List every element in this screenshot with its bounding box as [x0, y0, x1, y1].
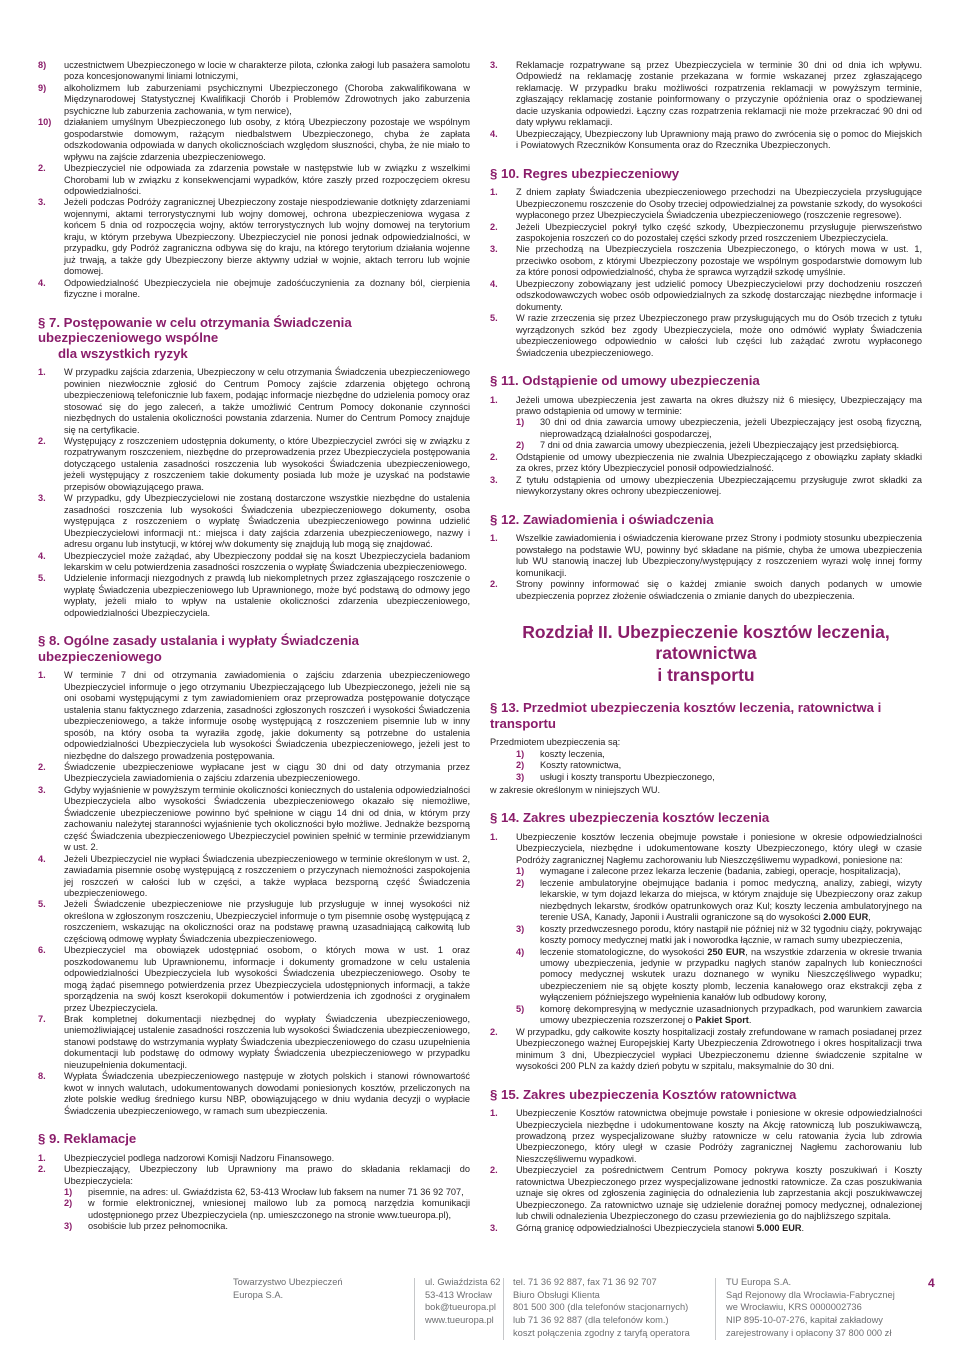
list-item: [490, 866, 922, 877]
item-text: Występujący z roszczeniem udostępnia dokumenty, o które Ubezpieczyciel zwróci się w związku z rozpatrywanym roszczeniem, niezbędne do przeprowadzenia przez Ubezpieczyciela postępowania dotyczącego ustalenia zasadności roszczenia lub wysokości Świadczenia ubezpieczeniowego, jeżeli występujący z roszczeniem takie dokumenty posiada lub może je uzyskać na podstawie przepisów obowiązującego prawa.: [64, 435, 470, 492]
item-text: Ubezpieczenie kosztów leczenia obejmuje powstałe i poniesione w okresie odpowiedzialności Ubezpieczyciela, niezbędne i udokumentowane koszty Ubezpieczonego, który uległ w czasie Podróży zagranicznej Nagłemu zachorowaniu lub Nieszczęśliwemu wypadkowi, poniesione na:: [516, 831, 922, 865]
item-number: 1.: [490, 533, 498, 544]
item-text: Wypłata Świadczenia ubezpieczeniowego następuje w złotych polskich i stanowi równowartość kwot w innych walutach, udokumentowanych dowodami poniesionych kosztów, przeliczonych na złote polskie według średniego kursu NBP, obowiązującego w dniu wydania decyzji o wypłacie Świadczenia ubezpieczeniowego, w ramach sum ubezpieczenia.: [64, 1071, 470, 1116]
item-number: 4.: [38, 550, 46, 561]
item-number: 3.: [38, 197, 46, 208]
footer-company: [233, 1276, 343, 1301]
section-heading-line: § 10. Regres ubezpieczeniowy: [490, 165, 680, 181]
footer-line: Biuro Obsługi Klienta: [513, 1289, 600, 1300]
section-heading-line: § 7. Postępowanie w celu otrzymania Świadczenia ubezpieczeniowego wspólne: [38, 314, 352, 346]
chapter-heading-line: Rozdział II. Ubezpieczenie kosztów leczenia, ratownictwa: [522, 621, 890, 664]
item-text: W terminie 7 dni od otrzymania zawiadomienia o zajściu zdarzenia ubezpieczeniowego Ubezpieczyciel informuje o jego otrzymaniu Ubezpieczającego lub Ubezpieczonego, jeżeli nie są oni osobami występującymi z tym zawiadomieniem oraz przeprowadza postępowanie dotyczące ustalenia stanu faktycznego zdarzenia, zasadności zgłoszonych roszczeń i wysokości Świadczenia ubezpieczeniowego, a także informuje osobę występującą z roszczeniem pisemnie lub w inny sposób, na który osoba ta wyraziła zgodę, jakie dokumenty są potrzebne do ustalenia odpowiedzialności Ubezpieczyciela lub wysokości Świadczenia ubezpieczeniowego, jeżeli jest to niezbędne do dalszego prowadzenia postępowania.: [64, 670, 470, 761]
list-item: [490, 452, 922, 475]
item-text: wymagane i zalecone przez lekarza leczenie (badania, zabiegi, operacje, hospitalizacja),: [540, 866, 901, 877]
item-text: alkoholizmem lub zaburzeniami psychicznymi Ubezpieczonego (Choroba zakwalifikowana w Międzynarodowej Statystycznej Kwalifikacji Chorób i Problemów Zdrowotnych jako zaburzenia psychiczne lub zaburzenia zachowania, w tym nerwice),: [64, 82, 470, 116]
item-text: Jeżeli Ubezpieczyciel pokrył tylko część szkody, Ubezpieczonemu przysługuje pierwszeństwo zaspokojenia roszczeń co do pozostałej części szkody przed roszczeniem Ubezpieczyciela.: [516, 221, 922, 244]
list-item: [38, 670, 470, 762]
footer-line: 53-413 Wrocław: [425, 1289, 493, 1300]
list-item: [38, 1221, 470, 1232]
item-text: 30 dni od dnia zawarcia umowy ubezpieczenia, jeżeli Ubezpieczający jest osobą fizyczną, nieprowadzącą działalności gospodarczej,: [540, 417, 922, 439]
section-heading-line: § 11. Odstąpienie od umowy ubezpieczenia: [490, 373, 760, 388]
item-number: 5.: [38, 573, 46, 584]
item-text: Gdyby wyjaśnienie w powyższym terminie okoliczności koniecznych do ustalenia odpowiedzialności Ubezpieczyciela albo wysokości Świadczenia ubezpieczeniowego okazało się niemożliwe, Świadczenie ubezpieczeniowe powinno być spełnione w ciągu 14 dni od dnia, w którym przy zachowaniu należytej staranności wyjaśnienie tych okoliczności było możliwe. Jednakże bezsporną część Świadczenia ubezpieczeniowego Ubezpieczyciel powinien spełnić w terminie przewidzianym w ust. 2.: [64, 784, 470, 853]
item-text: Jeżeli podczas Podróży zagranicznej Ubezpieczony zostaje niespodziewanie dotknięty zdarzeniami wojennymi, aktami terrorystycznymi lub wojny domowej, ochrona ubezpieczeniowa wygasa z końcem 5 dnia od rozpoczęcia wojny, aktów terrorystycznych lub wojny domowej na terytorium kraju, w którym przebywa Ubezpieczony. Ubezpieczyciel nie ponosi jednak odpowiedzialności, w przypadku, gdy Podróż zagraniczna odbywa się do kraju, na którego terytorium działania wojenne już trwają, a także gdy Ubezpieczony bierze aktywny udział w wojnie, aktach terroru lub wojnie domowej.: [64, 197, 470, 277]
item-number: 2.: [38, 163, 46, 174]
item-text: W przypadku, gdy Ubezpieczycielowi nie zostaną dostarczone wszystkie niezbędne do ustalenia zasadności roszczenia lub wysokości Świadczenia ubezpieczeniowego dokumenty, osoba występująca z roszczeniem o wypłatę Świadczenia ubezpieczeniowego powinna udzielić Ubezpieczycielowi informacji nt.: miejsca i daty zajścia zdarzenia ubezpieczeniowego, nazwy i adresu organu lub instytucji, w której w/w dokumenty się znajdują lub mogą się znajdować.: [64, 493, 470, 550]
item-number: 2): [516, 760, 525, 771]
footer-line: lub 71 36 92 887 (dla telefonów kom.): [513, 1314, 669, 1325]
list-item: [38, 278, 470, 301]
item-number: 4.: [38, 853, 46, 864]
item-number: 2.: [38, 435, 46, 446]
list-item: [490, 1108, 922, 1165]
paragraph: Przedmiotem ubezpieczenia są:: [490, 737, 621, 748]
item-number: 1.: [490, 187, 498, 198]
item-number: 5.: [490, 313, 498, 324]
item-text: Jeżeli Świadczenie ubezpieczeniowe nie przysługuje lub przysługuje w innej wysokości niż określona w zgłoszonym roszczeniu, Ubezpieczyciel informuje o tym pisemnie osobę występującą z roszczeniem, wskazując na okoliczności oraz na podstawę prawną uzasadniającą całkowitą lub częściową odmowę wypłaty Świadczenia ubezpieczeniowego.: [64, 899, 470, 944]
item-text: Świadczenie ubezpieczeniowe wypłacane jest w ciągu 30 dni od daty otrzymania przez Ubezpieczyciela zawiadomienia o zajściu zdarzenia ubezpieczeniowego.: [64, 762, 470, 784]
footer-line: zarejestrowany i opłacony 37 800 000 zł: [726, 1327, 892, 1338]
item-text: Udzielenie informacji niezgodnych z prawdą lub niekompletnych przez zgłaszającego roszczenie o wypłatę Świadczenia ubezpieczeniowego lub Uprawnionego, może być podstawą do odmowy jego wypłaty, jeżeli miało to wpływ na ustalenie okoliczności zdarzenia ubezpieczeniowego, odpowiedzialności Ubezpieczyciela.: [64, 573, 470, 618]
list-item: [38, 493, 470, 550]
item-text: Jeżeli Ubezpieczyciel nie wypłaci Świadczenia ubezpieczeniowego w terminie określonym w ust. 2, zawiadamia pisemnie osobę występującą z roszczeniem o przyczynach niemożności zaspokojenia jej roszczeń w całości lub w części, a także wypłaca bezsporną część Świadczenia ubezpieczeniowego.: [64, 853, 470, 898]
item-text: Ubezpieczający, Ubezpieczony lub Uprawniony mają prawo do zwrócenia się o pomoc do Miejskich i Powiatowych Rzeczników Konsumenta oraz do Rzecznika Ubezpieczonych.: [516, 128, 922, 151]
footer-line: Towarzystwo Ubezpieczeń: [233, 1277, 343, 1287]
footer-line: we Wrocławiu, KRS 0000002736: [726, 1302, 862, 1313]
item-number: 3.: [38, 493, 46, 504]
list-item: [490, 1027, 922, 1073]
item-text: uczestnictwem Ubezpieczonego w locie w charakterze pilota, członka załogi lub pasażera samolotu poza koncesjonowanymi liniami lotniczymi,: [64, 60, 470, 82]
footer-line: Europa S.A.: [233, 1289, 284, 1300]
section-heading: [38, 1131, 470, 1147]
item-text: usługi i koszty transportu Ubezpieczonego,: [540, 771, 715, 782]
item-number: 7.: [38, 1013, 46, 1024]
item-text: Z tytułu odstąpienia od umowy ubezpieczenia Ubezpieczającemu przysługuje zwrot składki za niewykorzystany okres ochrony ubezpieczeniowej.: [516, 474, 922, 497]
item-number: 3.: [490, 60, 498, 70]
list-item: [490, 533, 922, 579]
list-item: [490, 772, 922, 783]
list-item: [38, 60, 470, 83]
section-heading-line: dla wszystkich ryzyk: [58, 345, 188, 361]
footer-line: NIP 895-10-07-276, kapitał zakładowy: [726, 1314, 883, 1325]
footer-line: Sąd Rejonowy dla Wrocławia-Fabrycznej: [726, 1289, 895, 1300]
item-text: Ubezpieczyciel za pośrednictwem Centrum Pomocy pokrywa koszty poszukiwań i Koszty ratownictwa Ubezpieczonego przez wyspecjalizowane jednostki ratownicze. Za czas poszukiwania uznaje się okres od zgłoszenia zaginięcia do odnalezienia lub zaprzestania akcji poszukiwawczej Ubezpieczonego. Za ratownictwo uznaje się udzielenie doraźnej pomocy medycznej, odnalezionej lub chwili odnalezienia Ubezpieczonego do czasu przewiezienia go do najbliższego szpitala.: [516, 1165, 922, 1222]
item-number: 1): [64, 1186, 73, 1197]
item-number: 3.: [490, 1222, 498, 1233]
footer-divider: [715, 1278, 716, 1340]
page-number: 4: [928, 1276, 935, 1290]
item-number: 2.: [38, 762, 46, 772]
item-number: 1.: [490, 1108, 498, 1119]
list-item: [490, 1004, 922, 1027]
chapter-heading-line: i transportu: [657, 664, 755, 685]
item-number: 2.: [490, 221, 498, 232]
footer-line: tel. 71 36 92 887, fax 71 36 92 707: [513, 1277, 657, 1287]
item-text: Ubezpieczyciel może zażądać, aby Ubezpieczony poddał się na koszt Ubezpieczyciela badaniom lekarskim w celu potwierdzenia zasadności roszczenia o wypłatę Świadczenia ubezpieczeniowego.: [64, 550, 470, 572]
item-text: Ubezpieczyciel nie odpowiada za zdarzenia powstałe w następstwie lub w związku z wszelkimi Chorobami lub w związku z konsekwencjami wypadków, które zaszły przed rozpoczęciem okresu odpowiedzialności.: [64, 163, 470, 196]
section-heading: [490, 373, 922, 389]
list-item: [490, 878, 922, 924]
item-text: pisemnie, na adres: ul. Gwiaździsta 62, 53-413 Wrocław lub faksem na numer 71 36 92 707,: [88, 1186, 464, 1197]
item-text: Koszty ratownictwa,: [540, 760, 622, 771]
item-text: Wszelkie zawiadomienia i oświadczenia kierowane przez Strony i podmioty stosunku ubezpieczenia powstałego na podstawie WU, powinny być składane na piśmie, chyba że umowa ubezpieczenia lub WU stanowią inaczej lub Ubezpieczony/występujący z roszczeniem wyrazi wolę innej formy komunikacji.: [516, 533, 922, 578]
footer-address: [425, 1276, 500, 1327]
list-item: [38, 436, 470, 493]
item-number: 1): [516, 866, 525, 877]
list-item: [490, 60, 922, 129]
section-heading-line: § 12. Zawiadomienia i oświadczenia: [490, 511, 714, 527]
section-heading-line: § 8. Ogólne zasady ustalania i wypłaty Świadczenia ubezpieczeniowego: [38, 633, 360, 664]
item-number: 3): [516, 771, 525, 782]
section-heading: [38, 633, 470, 664]
footer-divider: [503, 1278, 504, 1340]
chapter-heading: [490, 622, 922, 686]
list-item: [490, 440, 922, 451]
list-item: [38, 899, 470, 945]
list-item: [490, 279, 922, 313]
item-number: 1): [516, 417, 525, 428]
item-text: w formie elektronicznej, wniesionej mailowo lub za pomocą narzędzia komunikacji udostępnionego przez Ubezpieczyciela (np. umieszczonego na stronie www.tueuropa.pl),: [88, 1198, 470, 1220]
section-heading: [490, 810, 922, 826]
list-item: [490, 947, 922, 1004]
item-text: Ubezpieczyciel ma obowiązek udostępniać osobom, o których mowa w ust. 1 oraz poszkodowanemu lub Uprawnionemu, informacje i dokumenty gromadzone w celu ustalenia odpowiedzialności Ubezpieczyciela lub wysokości Świadczenia ubezpieczeniowego. Osoby te mogą żądać pisemnego potwierdzenia przez Ubezpieczyciela udostępnionych informacji, a także sporządzenia na swój koszt kserokopii dokumentów i potwierdzenia ich zgodności z oryginałem przez Ubezpieczyciela.: [64, 945, 470, 1013]
item-text: Nie przechodzą na Ubezpieczyciela roszczenia Ubezpieczonego, o których mowa w ust. 1, przeciwko osobom, z którymi Ubezpieczony pozostaje we wspólnym gospodarstwie domowym lub za które ponosi odpowiedzialność, chyba że sprawca wyrządził szkodę umyślnie.: [516, 244, 922, 278]
list-item: [490, 187, 922, 221]
section-heading: [38, 315, 470, 362]
list-item: [38, 367, 470, 436]
list-item: [38, 573, 470, 619]
section-heading: [490, 166, 922, 182]
item-text: Z dniem zapłaty Świadczenia ubezpieczeniowego przechodzi na Ubezpieczyciela przysługujące Ubezpieczonemu roszczenie do Osoby trzeciej odpowiedzialnej za powstanie szkody, do wysokości wypłaconego przez Ubezpieczyciela Świadczenia ubezpieczeniowego (roszczenie regresowe).: [516, 187, 922, 221]
list-item: [38, 785, 470, 854]
list-item: [490, 579, 922, 602]
list-item: [490, 832, 922, 866]
item-text: Ubezpieczyciel podlega nadzorowi Komisji Nadzoru Finansowego.: [64, 1152, 335, 1163]
item-number: 5): [516, 1003, 525, 1014]
item-number: 1.: [490, 394, 498, 405]
footer-registry: [726, 1276, 895, 1339]
item-text: 7 dni od dnia zawarcia umowy ubezpieczenia, jeżeli Ubezpieczający jest przedsiębiorcą.: [540, 440, 900, 451]
section-heading-line: § 14. Zakres ubezpieczenia kosztów leczenia: [490, 810, 770, 826]
list-item: [38, 1187, 470, 1198]
item-number: 3): [64, 1221, 73, 1232]
item-text: komorę dekompresyjną w medycznie uzasadnionych przypadkach, pod warunkiem zawarcia umowy ubezpieczenia rozszerzonej o Pakiet Sport.: [540, 1003, 922, 1026]
list-item: [490, 475, 922, 498]
list-item: [38, 117, 470, 163]
item-number: 4.: [490, 278, 498, 289]
list-item: [38, 945, 470, 1014]
item-number: 2.: [490, 1165, 498, 1176]
item-text: Górną granicę odpowiedzialności Ubezpieczyciela stanowi 5.000 EUR.: [516, 1222, 805, 1233]
list-item: [38, 1071, 470, 1117]
item-number: 9): [38, 82, 47, 93]
footer-line: koszt połączenia zgodny z taryfą operatora: [513, 1327, 690, 1338]
item-number: 6.: [38, 945, 46, 956]
item-number: 3.: [490, 244, 498, 255]
item-text: osobiście lub przez pełnomocnika.: [88, 1221, 228, 1232]
list-item: [490, 749, 922, 760]
item-text: Ubezpieczony zobowiązany jest udzielić pomocy Ubezpieczycielowi przy dochodzeniu roszczeń odszkodowawczych wobec osób odpowiedzialnych za szkodę dostarczając niezbędne informacje i dokumenty.: [516, 278, 922, 312]
item-text: Strony powinny informować się o każdej zmianie swoich danych podanych w umowie ubezpieczenia poprzez złożenie oświadczenia o zmianie danych do ubezpieczenia.: [516, 579, 922, 601]
list-item: [490, 1223, 922, 1234]
footer-line: bok@tueuropa.pl: [425, 1302, 496, 1313]
item-text: Odstąpienie od umowy ubezpieczenia nie zwalnia Ubezpieczającego z obowiązku zapłaty składki za okres, przez który Ubezpieczyciel ponosił odpowiedzialność.: [516, 451, 922, 474]
item-number: 2.: [38, 1164, 46, 1175]
item-number: 1.: [38, 670, 46, 681]
item-number: 1): [516, 748, 525, 759]
list-item: [38, 1164, 470, 1187]
item-number: 3): [516, 923, 525, 934]
item-number: 4): [516, 946, 525, 957]
item-text: W razie zrzeczenia się przez Ubezpieczonego praw przysługujących mu do Osób trzecich z tytułu wyrządzonych szkód bez zgody Ubezpieczyciela, może ono odmówić wypłaty Świadczenia ubezpieczeniowego odpowiednio w całości lub części lub zażądać zwrotu wypłaconego Świadczenia ubezpieczeniowego.: [516, 313, 922, 358]
list-item: [490, 760, 922, 771]
item-number: 2.: [490, 579, 498, 590]
section-heading: [490, 700, 922, 731]
paragraph: w zakresie określonym w niniejszych WU.: [490, 784, 661, 795]
footer-contact: [513, 1276, 690, 1339]
list-item: [38, 854, 470, 900]
list-item: [38, 1014, 470, 1071]
footer-line: ul. Gwiaździsta 62: [425, 1277, 501, 1287]
section-heading: [490, 512, 922, 528]
item-number: 2.: [490, 1026, 498, 1037]
section-heading: [490, 1087, 922, 1103]
item-number: 8.: [38, 1071, 46, 1082]
list-item: [490, 1165, 922, 1222]
item-number: 2): [516, 877, 525, 888]
list-item: [38, 83, 470, 117]
item-number: 2): [64, 1198, 73, 1209]
item-text: Ubezpieczenie Kosztów ratownictwa obejmuje powstałe i poniesione w okresie odpowiedzialności Ubezpieczyciela niezbędne i udokumentowane koszty na Akcję ratowniczą lub poszukiwawczą, prowadzoną przez wyspecjalizowane służby ratownicze w celu ratowania życia lub zdrowia Ubezpieczonego, który uległ w czasie Podróży zagranicznej Nagłemu zachorowaniu lub Nieszczęśliwemu wypadkowi.: [516, 1108, 922, 1164]
list-item: [38, 551, 470, 574]
item-number: 3.: [38, 784, 46, 795]
list-item: [38, 1198, 470, 1221]
item-number: 1.: [490, 831, 498, 842]
footer-divider: [414, 1278, 415, 1340]
list-item: [38, 163, 470, 197]
item-text: W przypadku zajścia zdarzenia, Ubezpieczony w celu otrzymania Świadczenia ubezpieczeniowego powinien niezwłocznie zgłosić do Centrum Pomocy zajście zdarzenia objętego ochroną ubezpieczeniową telefonicznie lub faxem, podając informacje niezbędne do udzielenia pomocy oraz stosować się do jego zaleceń, a także umożliwić Centrum Pomocy dokonanie czynności niezbędnych do ustalenia okoliczności powstania zdarzenia. Numer do Centrum Pomocy znajduje się na certyfikacie.: [64, 367, 470, 435]
item-text: leczenie ambulatoryjne obejmujące badania i pomoc medyczną, analizy, zabiegi, wizyty lekarskie, w tym dojazd lekarza do miejsca, w którym znajduje się Ubezpieczony oraz zakup niezbędnych lekarstw, środków opatrunkowych oraz Kul; koszty leczenia ambulatoryjnego na terenie USA, Kanady, Japonii i Australii ograniczone są do wysokości 2.000 EUR,: [540, 877, 922, 923]
footer-line: www.tueuropa.pl: [425, 1314, 494, 1325]
section-heading-line: § 9. Reklamacje: [38, 1131, 137, 1147]
list-item: [490, 417, 922, 440]
item-number: 5.: [38, 899, 46, 910]
item-number: 8): [38, 60, 47, 70]
list-item: [490, 222, 922, 245]
list-item: [38, 762, 470, 785]
item-text: działaniem umyślnym Ubezpieczonego lub osoby, z którą Ubezpieczony pozostaje we wspólnym gospodarstwie domowym, rażącym niedbalstwem Ubezpieczonego, chyba że zapłata odszkodowania odpowiada w danych okolicznościach względom słuszności, chyba, że nie miało to wpływu na zajście zdarzenia ubezpieczeniowego.: [64, 117, 470, 162]
list-item: [490, 395, 922, 418]
item-text: Reklamacje rozpatrywane są przez Ubezpieczyciela w terminie 30 dni od dnia ich wpływu. Odpowiedź na reklamację zostanie przekazana w formie wskazanej przez zgłaszającego reklamację. W przypadku braku możliwości rozpatrzenia reklamacji w powyższym terminie, zgłaszający reklamację zostanie poinformowany o przyczynie opóźnienia oraz o spodziewanej dacie uzyskania odpowiedzi. Łączny czas rozpatrzenia reklamacji nie może przekraczać 90 dni od daty wpływu reklamacji.: [516, 60, 922, 128]
footer-line: TU Europa S.A.: [726, 1277, 792, 1287]
list-item: [490, 313, 922, 359]
item-number: 4.: [38, 277, 46, 288]
item-number: 1.: [38, 367, 46, 378]
item-text: koszty leczenia,: [540, 748, 605, 759]
item-text: Odpowiedzialność Ubezpieczyciela nie obejmuje zadośćuczynienia za doznany ból, cierpienia fizyczne i moralne.: [64, 277, 470, 300]
list-item: [38, 197, 470, 277]
section-heading-line: § 13. Przedmiot ubezpieczenia kosztów leczenia, ratownictwa i transportu: [490, 699, 882, 731]
footer-line: 801 500 300 (dla telefonów stacjonarnych): [513, 1302, 689, 1313]
item-number: 4.: [490, 128, 498, 139]
item-text: Ubezpieczający, Ubezpieczony lub Uprawniony ma prawo do składania reklamacji do Ubezpieczyciela:: [64, 1164, 470, 1186]
left-column: [38, 60, 470, 1233]
item-text: koszty przedwczesnego porodu, który nastąpił nie później niż w 32 tygodniu ciąży, pokrywając koszty pomocy medycznej matki jak i noworodka łącznie, w ramach sumy ubezpieczenia,: [540, 923, 922, 946]
item-text: Jeżeli umowa ubezpieczenia jest zawarta na okres dłuższy niż 6 miesięcy, Ubezpieczający ma prawo odstąpienia od umowy w terminie:: [516, 394, 922, 417]
item-number: 2.: [490, 451, 498, 462]
right-column: [490, 60, 922, 1234]
list-item: [490, 924, 922, 947]
item-text: Brak kompletnej dokumentacji niezbędnej do wypłaty Świadczenia ubezpieczeniowego, uniemożliwiającej ustalenie zasadności roszczenia lub wysokości Świadczenia ubezpieczeniowego, stanowi podstawę do wstrzymania wypłaty Świadczenia ubezpieczeniowego do czasu uzupełnienia dokumentacji lub podstawę do odmowy wypłaty Świadczenia ubezpieczeniowego w przypadku nieuzupełnienia dokumentacji.: [64, 1013, 470, 1070]
section-heading-line: § 15. Zakres ubezpieczenia Kosztów ratownictwa: [490, 1086, 797, 1102]
item-number: 10): [38, 117, 52, 128]
list-item: [490, 129, 922, 152]
list-item: [490, 244, 922, 278]
item-number: 3.: [490, 474, 498, 485]
item-text: leczenie stomatologiczne, do wysokości 250 EUR, na wszystkie zdarzenia w okresie trwania umowy ubezpieczenia, jedynie w przypadku nagłych stanów zapalnych lub konieczności pomocy medycznej wskutek urazu doznanego w wyniku Nieszczęśliwego wypadku; ubezpieczeniem nie są objęte koszty plomb, leczenia kanałowego oraz ekstrakcji zęba z wyłączeniem późniejszego wypełnienia kanałów lub odbudowy korony,: [540, 946, 922, 1003]
list-item: [38, 1153, 470, 1164]
item-text: W przypadku, gdy całkowite koszty hospitalizacji zostały zrefundowane w ramach posiadanej przez Ubezpieczonego ważnej Europejskiej Karty Ubezpieczenia Zdrowotnego i okres hospitalizacji trwa minimum 3 dni, Ubezpieczyciel wypłaci Ubezpieczonemu dzienne świadczenie szpitalne w wysokości 200 PLN za każdy dzień pobytu w szpitalu, maksymalnie do 30 dni.: [516, 1026, 922, 1072]
item-number: 1.: [38, 1152, 46, 1163]
item-number: 2): [516, 440, 525, 451]
